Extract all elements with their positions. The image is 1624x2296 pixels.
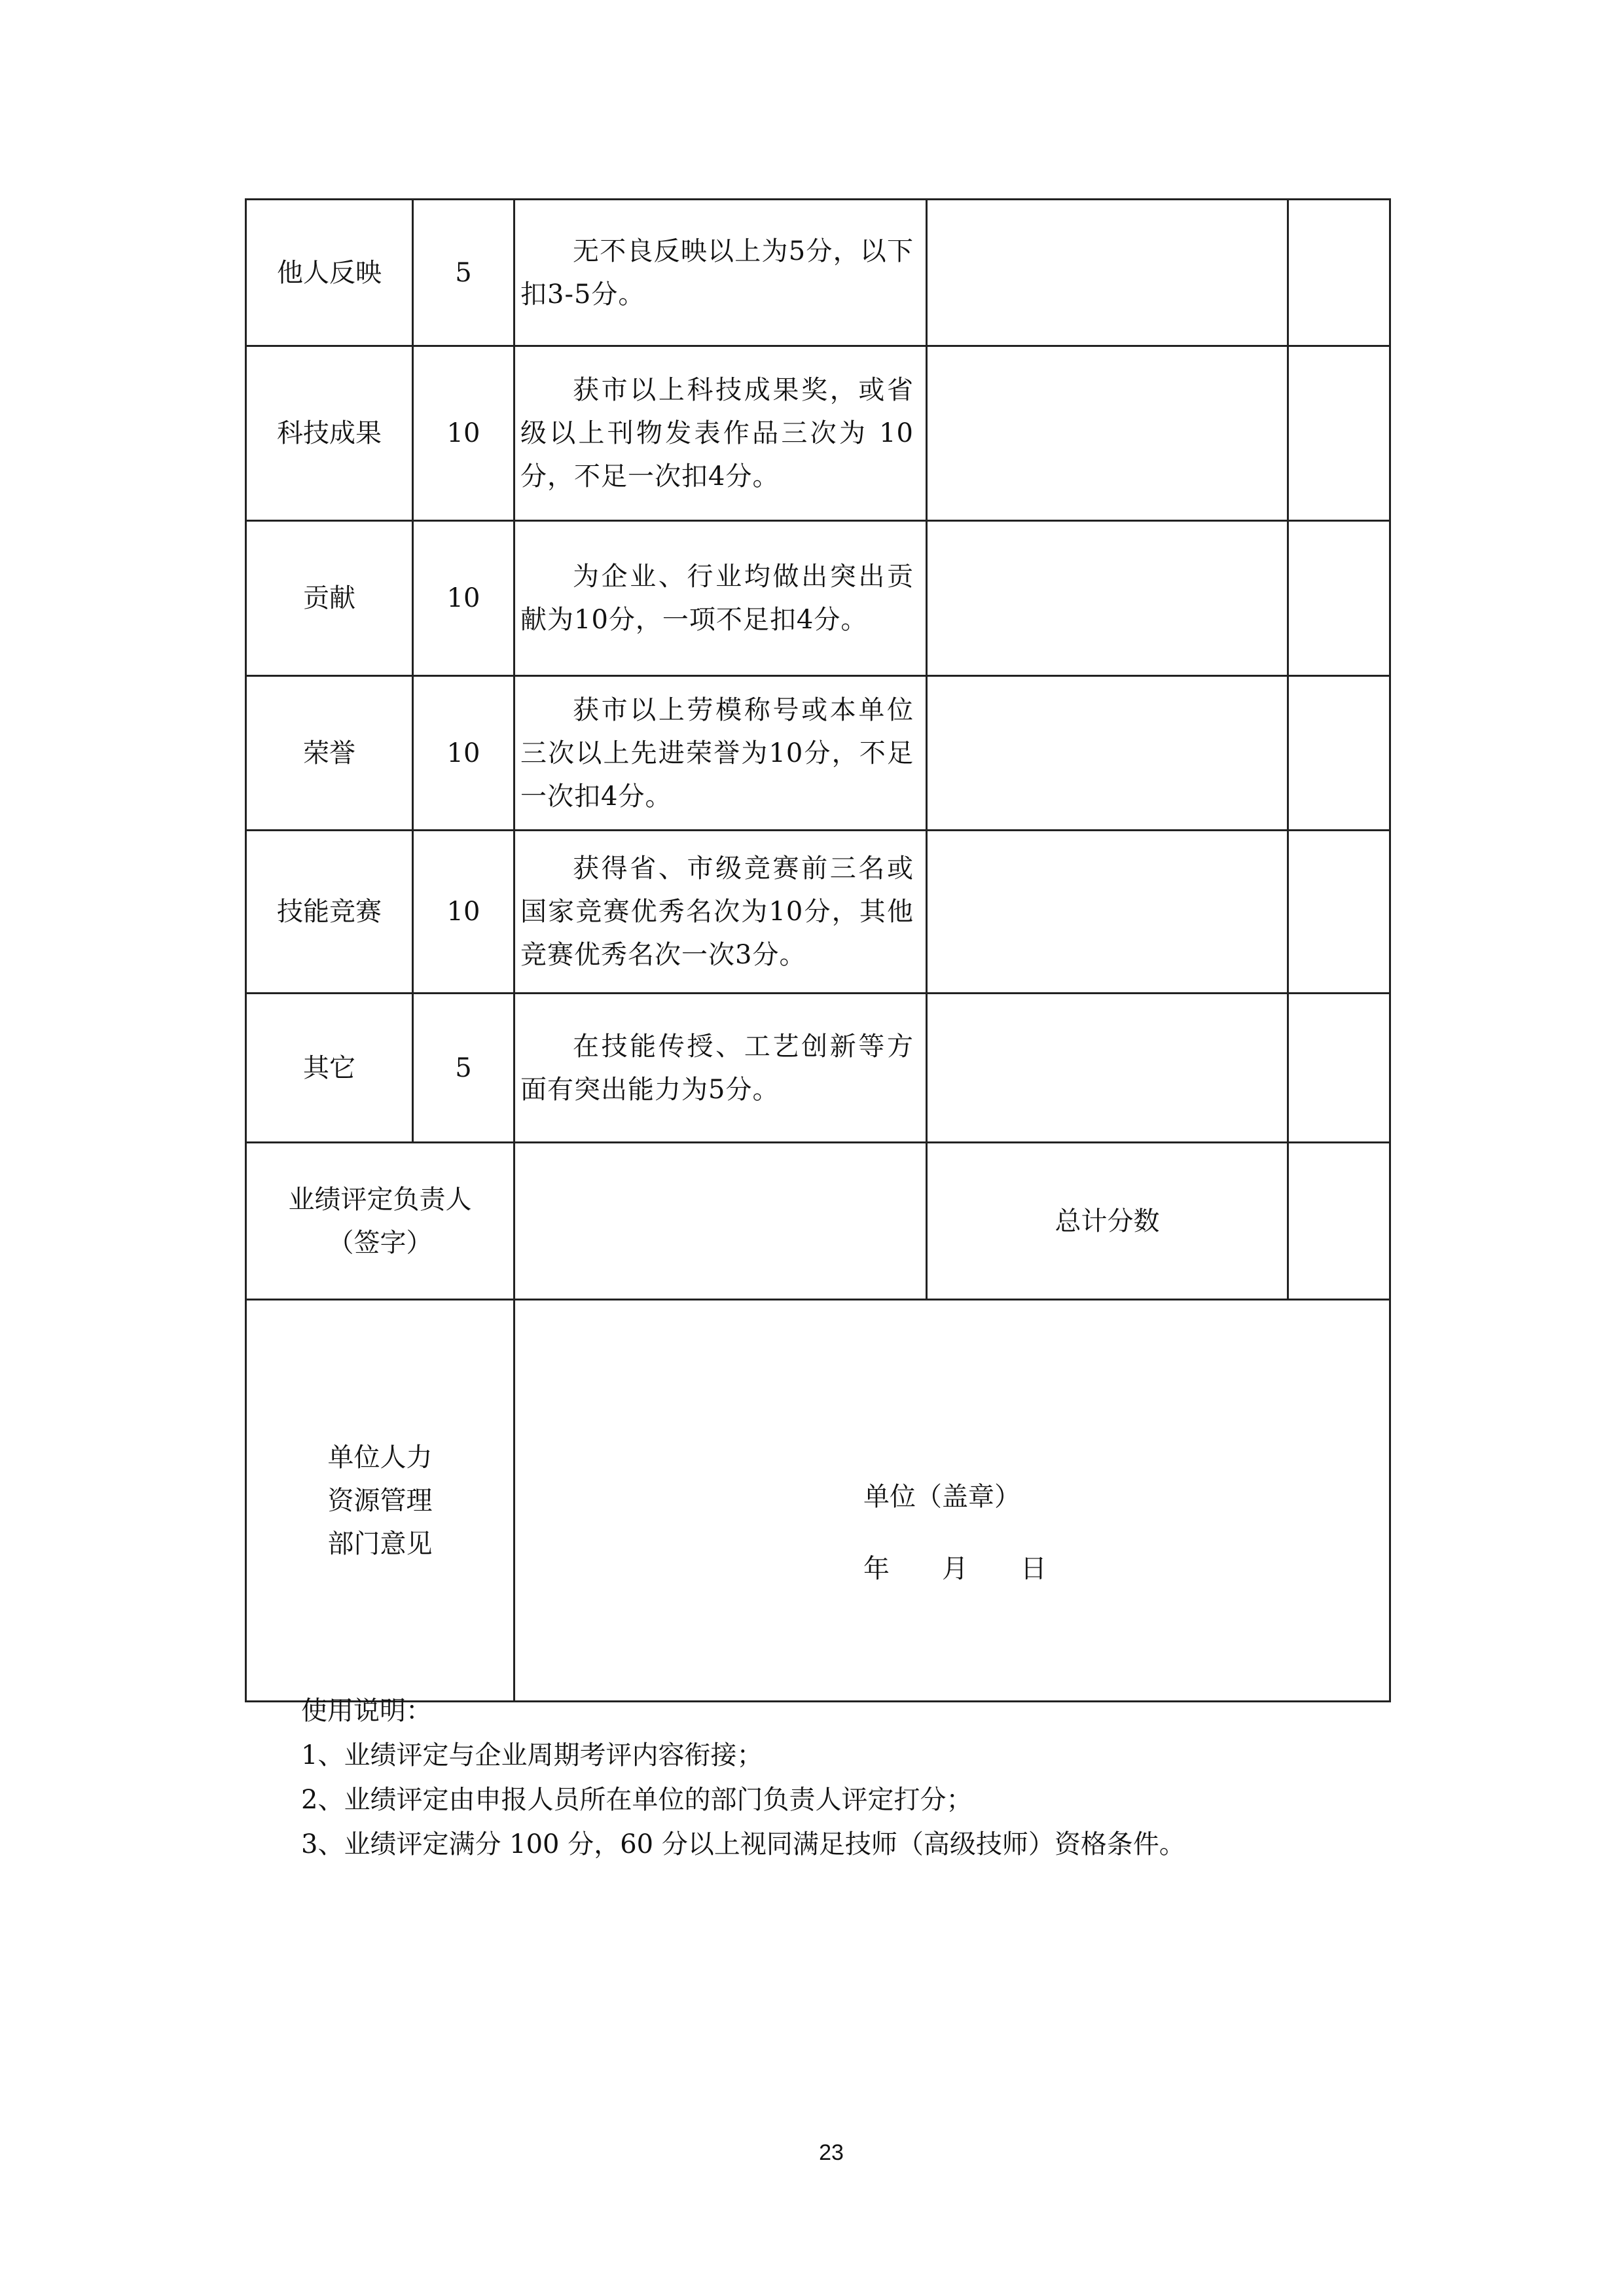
hr-opinion-field[interactable]	[515, 1300, 1389, 1700]
table-row-description: 无不良反映以上为5分，以下扣3-5分。	[520, 236, 914, 310]
table-row-score: 5	[455, 1052, 472, 1083]
table-row-description: 获市以上劳模称号或本单位三次以上先进荣誉为10分，不足一次扣4分。	[520, 694, 914, 812]
table-row-item: 他人反映	[277, 257, 382, 288]
table-row-item: 科技成果	[277, 418, 382, 448]
table-row-score: 10	[446, 583, 480, 613]
date-label: 年 月 日	[863, 1554, 1047, 1584]
evaluator-signature-label: 业绩评定负责人 （签字）	[288, 1184, 472, 1258]
total-score-label: 总计分数	[1055, 1206, 1160, 1236]
usage-note-item: 3、业绩评定满分 100 分，60 分以上视同满足技师（高级技师）资格条件。	[301, 1829, 1185, 1859]
usage-note-item: 2、业绩评定由申报人员所在单位的部门负责人评定打分；	[301, 1785, 973, 1815]
table-row-item: 技能竞赛	[277, 897, 382, 927]
page-number: 23	[819, 2140, 844, 2165]
table-row-description: 获市以上科技成果奖，或省级以上刊物发表作品三次为 10 分，不足一次扣4分。	[520, 375, 914, 492]
table-row-item: 贡献	[303, 583, 355, 613]
table-row-description: 获得省、市级竞赛前三名或国家竞赛优秀名次为10分，其他竞赛优秀名次一次3分。	[520, 853, 914, 970]
table-row-item: 其它	[303, 1052, 355, 1083]
evaluator-signature-field[interactable]	[515, 1143, 926, 1299]
usage-note-item: 1、业绩评定与企业周期考评内容衔接；	[301, 1740, 763, 1770]
table-row-score: 5	[455, 257, 472, 288]
table-row-item: 荣誉	[303, 738, 355, 768]
usage-notes-title: 使用说明：	[301, 1696, 432, 1726]
table-row-score: 10	[446, 738, 480, 768]
hr-opinion-label: 单位人力 资源管理 部门意见	[327, 1442, 433, 1559]
total-score-field[interactable]	[1289, 1143, 1389, 1299]
table-row-score: 10	[446, 897, 480, 927]
seal-label: 单位（盖章）	[863, 1482, 1020, 1512]
table-row-description: 为企业、行业均做出突出贡献为10分，一项不足扣4分。	[520, 562, 914, 635]
table-row-description: 在技能传授、工艺创新等方面有突出能力为5分。	[520, 1031, 914, 1105]
usage-notes	[301, 1689, 1185, 1867]
table-row-score: 10	[446, 418, 480, 448]
